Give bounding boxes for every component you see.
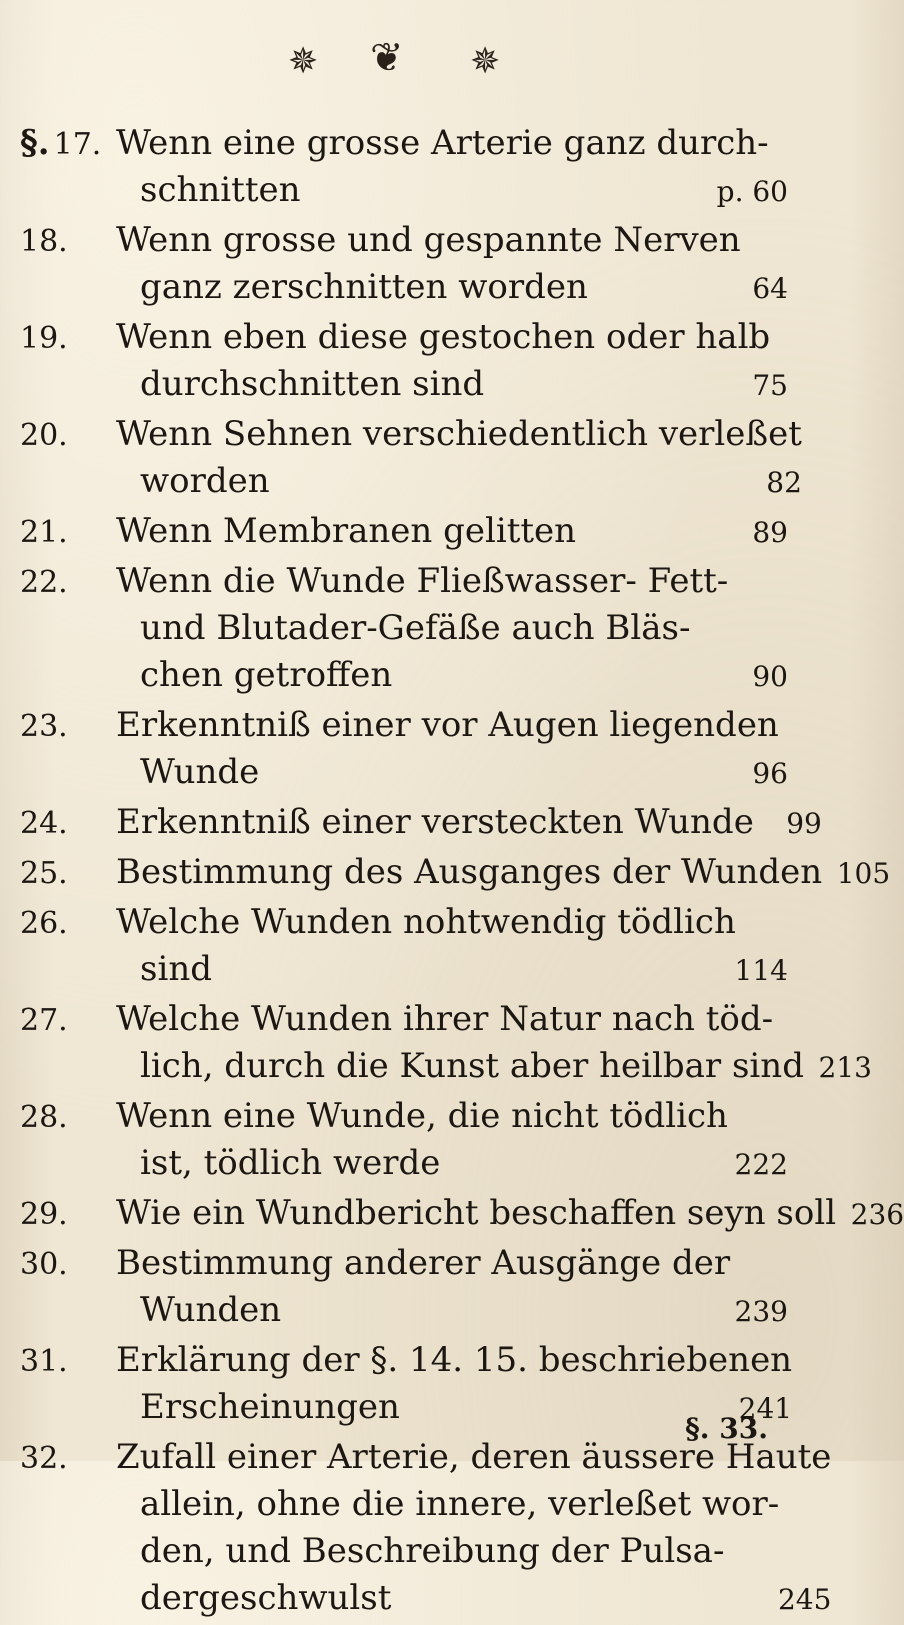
toc-entry (20, 508, 788, 556)
entry-number (20, 997, 116, 1044)
page-number: 222 (734, 1148, 788, 1181)
entry-text (116, 120, 788, 215)
entry-line-text: Wenn eine grosse Arterie ganz durch- (116, 123, 769, 163)
entry-number (20, 218, 116, 265)
entry-number-value: 30. (20, 1247, 68, 1282)
page-number: 96 (752, 757, 788, 790)
entry-line (116, 314, 788, 361)
entry-line-text: ist, tödlich werde (140, 1143, 441, 1183)
toc-entry (20, 996, 872, 1091)
entry-number (20, 1241, 116, 1288)
catchword: §. 33. (685, 1412, 768, 1445)
fleuron-ornament-icon: ❦ (370, 35, 404, 81)
entry-number-value: 25. (20, 856, 68, 891)
entry-text (116, 411, 802, 506)
toc-entry (20, 1434, 832, 1623)
entry-number-value: 17. (53, 127, 102, 162)
page-number: 99 (786, 807, 822, 840)
entry-line-text: Wenn Membranen gelitten (116, 511, 577, 551)
entry-line (116, 1140, 788, 1188)
entry-line (116, 1337, 792, 1384)
entry-line (116, 1043, 872, 1091)
entry-text (116, 1434, 831, 1623)
entry-line (116, 264, 788, 312)
entry-line (116, 799, 822, 847)
entry-line-text: durchschnitten sind (140, 364, 485, 404)
toc-entry (20, 1093, 788, 1188)
entry-number (20, 900, 116, 947)
section-sign: §. (20, 123, 50, 163)
entry-line-text: Erkenntniß einer vor Augen liegenden (116, 705, 779, 745)
entry-number-value: 18. (20, 224, 68, 259)
entry-line-text: Wenn Sehnen verschiedentlich verleßet (116, 414, 802, 454)
entry-line-text: chen getroffen (140, 655, 393, 695)
table-of-contents (20, 120, 904, 1625)
entry-text (116, 799, 822, 847)
entry-text (116, 217, 788, 312)
page-number: 90 (752, 660, 788, 693)
star-ornament-icon: ✵ (470, 41, 501, 82)
entry-number-value: 23. (20, 709, 68, 744)
entry-line-text: allein, ohne die innere, verleßet wor- (140, 1484, 780, 1524)
toc-entry (20, 849, 891, 897)
entry-line-text: Wenn grosse und gespannte Nerven (116, 220, 741, 260)
toc-entry (20, 314, 788, 409)
page-number: 245 (777, 1583, 832, 1616)
entry-line-text: Erscheinungen (140, 1387, 400, 1427)
entry-text (116, 849, 890, 897)
entry-line-text: Zufall einer Arterie, deren äussere Haute (116, 1437, 832, 1477)
entry-number-value: 20. (20, 418, 68, 453)
toc-entry (20, 899, 788, 994)
entry-line (116, 1190, 904, 1238)
entry-line-text: Erkenntniß einer versteckten Wunde (116, 802, 754, 842)
entry-number-value: 26. (20, 906, 68, 941)
entry-text (116, 702, 788, 797)
entry-line-text: Wie ein Wundbericht beschaffen seyn soll (116, 1193, 837, 1233)
page-number: 82 (766, 466, 802, 499)
entry-line-text: worden (140, 461, 270, 501)
entry-line (116, 361, 788, 409)
entry-number-value: 32. (20, 1441, 68, 1476)
entry-text (116, 1093, 788, 1188)
entry-number-value: 19. (20, 321, 68, 356)
entry-number (20, 412, 116, 459)
entry-line-text: Welche Wunden ihrer Natur nach töd- (116, 999, 774, 1039)
entry-number-value: 31. (20, 1344, 68, 1379)
entry-line (116, 120, 788, 167)
page-number: 213 (818, 1051, 872, 1084)
star-ornament-icon: ✵ (288, 41, 319, 82)
entry-line (116, 1093, 788, 1140)
toc-entry (20, 1190, 904, 1238)
entry-line-text: Wunden (140, 1290, 282, 1330)
entry-line (116, 946, 788, 994)
entry-line-text: und Blutader-Gefäße auch Bläs- (140, 608, 691, 648)
entry-line-text: Erklärung der §. 14. 15. beschriebenen (116, 1340, 793, 1380)
entry-line (116, 1481, 831, 1528)
entry-number (20, 800, 116, 847)
page-number: 75 (752, 369, 788, 402)
entry-text (116, 508, 788, 556)
entry-line-text: dergeschwulst (140, 1578, 392, 1618)
entry-line-text: Wenn eine Wunde, die nicht tödlich (116, 1096, 728, 1136)
page-number: 239 (734, 1295, 788, 1328)
entry-text (116, 558, 788, 700)
entry-number (20, 850, 116, 897)
page-number: p. 60 (716, 175, 788, 208)
entry-number (20, 559, 116, 606)
entry-line (116, 1528, 831, 1575)
entry-number-value: 22. (20, 565, 68, 600)
entry-number (20, 315, 116, 362)
entry-number-value: 28. (20, 1100, 68, 1135)
entry-line-text: Wenn eben diese gestochen oder halb (116, 317, 771, 357)
entry-number (20, 120, 116, 168)
page-number: 241 (738, 1392, 793, 1425)
entry-line (116, 217, 788, 264)
entry-number (20, 1435, 116, 1482)
entry-line-text: schnitten (140, 170, 301, 210)
entry-line (116, 1575, 831, 1623)
entry-line (116, 849, 890, 897)
entry-line (116, 458, 802, 506)
entry-number (20, 1191, 116, 1238)
entry-text (116, 1190, 904, 1238)
entry-text (116, 996, 872, 1091)
entry-line-text: lich, durch die Kunst aber heilbar sind (140, 1046, 804, 1086)
entry-line (116, 558, 788, 605)
entry-line (116, 899, 788, 946)
entry-line (116, 652, 788, 700)
entry-line (116, 605, 788, 652)
entry-number-value: 21. (20, 515, 68, 550)
page-number: 105 (836, 857, 891, 890)
entry-line-text: Bestimmung des Ausganges der Wunden (116, 852, 823, 892)
entry-line-text: Wenn die Wunde Fließwasser- Fett- (116, 561, 729, 601)
page-number: 89 (752, 516, 788, 549)
entry-line-text: den, und Beschreibung der Pulsa- (140, 1531, 725, 1571)
entry-line (116, 702, 788, 749)
entry-line-text: Welche Wunden nohtwendig tödlich (116, 902, 736, 942)
toc-entry (20, 411, 802, 506)
toc-entry (20, 558, 788, 700)
entry-line-text: sind (140, 949, 212, 989)
entry-number (20, 1094, 116, 1141)
entry-number (20, 509, 116, 556)
entry-number-value: 24. (20, 806, 68, 841)
toc-entry (20, 1240, 788, 1335)
entry-line (116, 167, 788, 215)
entry-number-value: 27. (20, 1003, 68, 1038)
entry-number (20, 703, 116, 750)
entry-text (116, 1240, 788, 1335)
entry-line (116, 411, 802, 458)
entry-line (116, 1287, 788, 1335)
entry-text (116, 899, 788, 994)
entry-line-text: Bestimmung anderer Ausgänge der (116, 1243, 731, 1283)
entry-text (116, 314, 788, 409)
entry-line (116, 996, 872, 1043)
page-number: 64 (752, 272, 788, 305)
toc-entry (20, 702, 788, 797)
entry-line-text: Wunde (140, 752, 260, 792)
page-number: 236 (850, 1198, 904, 1231)
entry-line-text: ganz zerschnitten worden (140, 267, 588, 307)
header-ornament (0, 35, 800, 90)
entry-line (116, 749, 788, 797)
entry-number-value: 29. (20, 1197, 68, 1232)
entry-number (20, 1338, 116, 1385)
entry-line (116, 508, 788, 556)
page-number: 114 (734, 954, 788, 987)
toc-entry (20, 799, 822, 847)
toc-entry (20, 217, 788, 312)
entry-line (116, 1240, 788, 1287)
toc-entry (20, 120, 788, 215)
toc-entry (20, 1337, 793, 1432)
